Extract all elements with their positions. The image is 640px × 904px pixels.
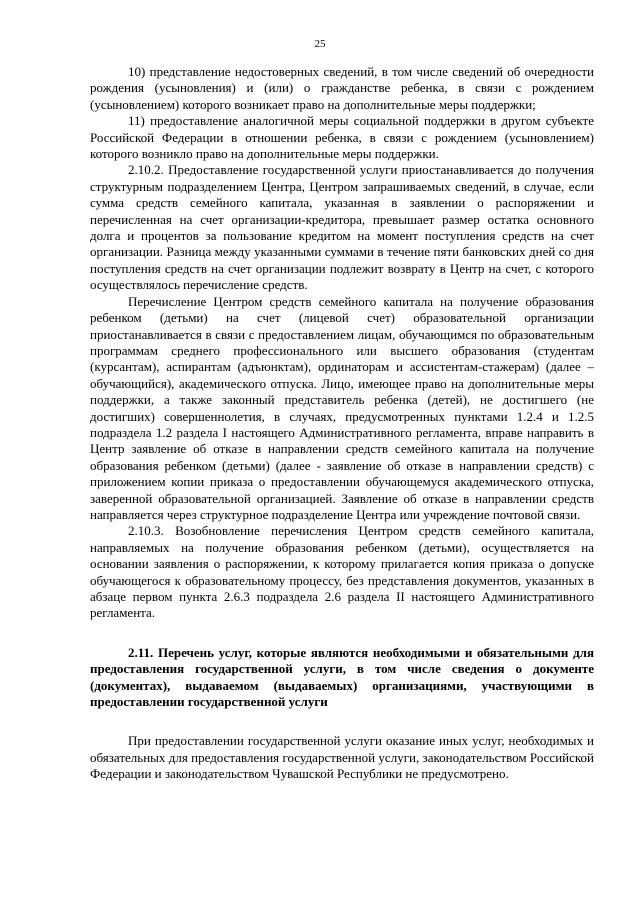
section-body-2-11: При предоставлении государственной услуги оказание иных услуг, необходимых и обязательных для предоставления государственной услуги, законодательством Российской Федерации и законодательством Чувашской Республики не предусмотрено. [90,733,594,782]
paragraph-2-10-2: 2.10.2. Предоставление государственной услуги приостанавливается до получения структурным подразделением Центра, Центром запрашиваемых сведений, в случае, если сумма средств семейного капитала, указанная в заявлении о распоряжении и перечисленная на счет организации-кредитора, превышает размер остатка основного долга и процентов за пользование кредитом на момент поступления средств на счет организации. Разница между указанными суммами в течение пяти банковских дней со дня поступления средств на счет организации подлежит возврату в Центр на счет, с которого осуществлялось перечисление средств. [90,162,594,293]
section-heading-2-11: 2.11. Перечень услуг, которые являются необходимыми и обязательными для предоставления государственной услуги, в том числе сведения о документе (документах), выдаваемом (выдаваемых) организациями, участвующими в предоставлении государственной услуги [90,644,594,710]
paragraph-item-10: 10) представление недостоверных сведений, в том числе сведений об очередности рождения (усыновления) и (или) о гражданстве ребенка, в связи с рождением (усыновлением) которого возникает право на дополнительные меры поддержки; [90,64,594,112]
page-number: 25 [314,38,326,50]
paragraph-transfer-suspension: Перечисление Центром средств семейного капитала на получение образования ребенком (детьми) на счет (лицевой счет) образовательной организации приостанавливается в связи с предоставлением лицам, обучающимся по образовательным программам среднего профессионального или высшего образования (студентам (курсантам), аспирантам (адъюнктам), ординаторам и ассистентам-стажерам) (далее – обучающийся), академического отпуска. Лицо, имеющее право на дополнительные меры поддержки, а также законный представитель ребенка (детей), не достигшего (не достигших) совершеннолетия, в случаях, предусмотренных пунктами 1.2.4 и 1.2.5 подраздела 1.2 раздела I настоящего Административного регламента, вправе направить в Центр заявление об отказе в направлении средств семейного капитала на получение образования ребенком (детьми) (далее - заявление об отказе в направлении средств) с приложением копии приказа о предоставлении обучающемуся академического отпуска, заверенной образовательной организацией. Заявление об отказе в направлении средств направляется через структурное подразделение Центра или учреждение почтовой связи. [90,293,594,522]
document-body [90,64,594,783]
paragraph-2-10-3: 2.10.3. Возобновление перечисления Центром средств семейного капитала, направляемых на получение образования ребенком (детьми), осуществляется на основании заявления о распоряжении, к которому прилагается копия приказа о допуске обучающегося к образовательному процессу, без представления документов, указанных в абзаце первом пункта 2.6.3 подраздела 2.6 раздела II настоящего Административного регламента. [90,523,594,621]
paragraph-item-11: 11) предоставление аналогичной меры социальной поддержки в другом субъекте Российской Федерации в отношении ребенка, в связи с рождением (усыновлением) которого возникло право на дополнительные меры поддержки. [90,113,594,162]
